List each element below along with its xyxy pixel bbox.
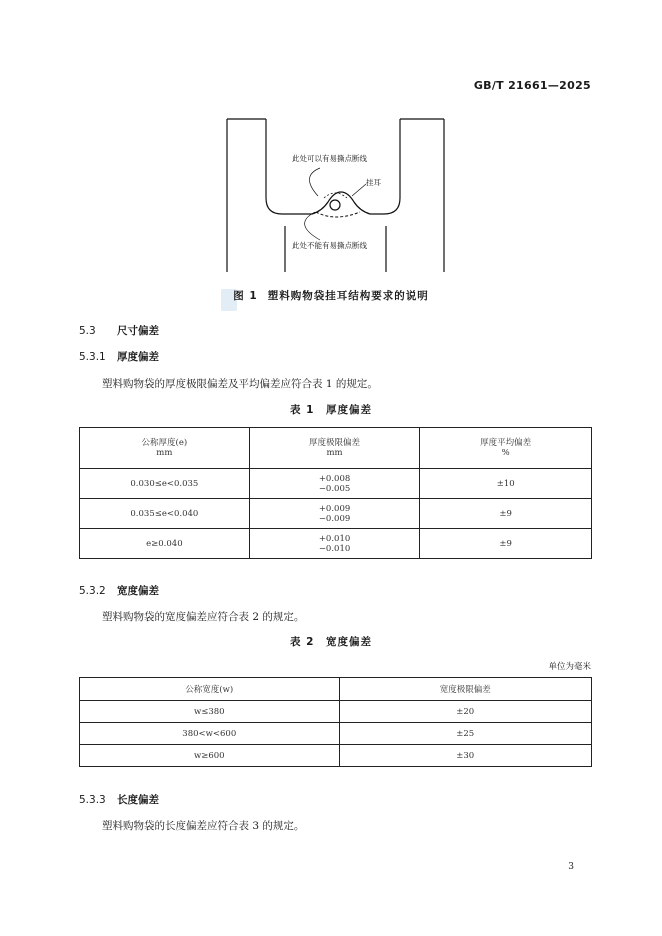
header-cell: 公称厚度(e) mm [80,428,250,469]
leader-bottom [305,212,320,240]
figure-1-diagram [0,0,662,290]
table-cell: 0.035≤e<0.040 [80,499,250,529]
table-row [80,469,592,499]
table-2 [79,677,592,767]
section-number: 5.3.2 [79,585,106,597]
table-cell: 380<w<600 [80,723,340,745]
section-5-3-1-heading [79,349,159,364]
section-title: 长度偏差 [117,794,159,806]
section-title: 厚度偏差 [117,351,159,363]
table-cell: w≤380 [80,701,340,723]
header-cell: 厚度极限偏差 mm [249,428,420,469]
header-cell: 宽度极限偏差 [339,678,591,701]
table-row [80,529,592,559]
table-row [80,745,592,767]
paragraph-5-3-2: 塑料购物袋的宽度偏差应符合表 2 的规定。 [102,611,305,623]
table-cell: +0.009 −0.009 [249,499,420,529]
table-row [80,701,592,723]
table-cell: ±10 [420,469,592,499]
dashed-lower-line [316,212,360,217]
table-header-row [80,428,592,469]
leader-ear [352,184,366,196]
header-cell: 厚度平均偏差 % [420,428,592,469]
table-cell: ±25 [339,723,591,745]
section-5-3-3-heading [79,792,159,807]
table-row [80,499,592,529]
section-number: 5.3.3 [79,794,106,806]
table-cell: +0.008 −0.005 [249,469,420,499]
standard-number: GB/T 21661—2025 [473,79,591,92]
section-5-3-2-heading [79,583,159,598]
header-cell: 公称宽度(w) [80,678,340,701]
section-title: 尺寸偏差 [117,325,159,337]
table-cell: ±20 [339,701,591,723]
table-1 [79,427,592,559]
table-2-title: 表 2 宽度偏差 [290,636,372,648]
table-header-row [80,678,592,701]
figure-1-number: 图 1 [233,290,258,302]
section-5-3-heading [79,323,159,338]
table-2-unit-note: 单位为毫米 [548,662,591,672]
label-ear-text: 挂耳 [366,178,381,187]
label-bottom-text: 此处不能有易撕点断线 [292,241,367,250]
table-row [80,723,592,745]
table-cell: ±9 [420,529,592,559]
figure-1-title: 塑料购物袋挂耳结构要求的说明 [267,290,429,302]
section-title: 宽度偏差 [117,585,159,597]
label-top-text: 此处可以有易撕点断线 [292,154,367,163]
table-1-title: 表 1 厚度偏差 [290,404,372,416]
paragraph-5-3-3: 塑料购物袋的长度偏差应符合表 3 的规定。 [102,820,305,832]
figure-1-caption [0,288,662,303]
ear-hole-circle [330,200,340,210]
table-cell: ±30 [339,745,591,767]
table-cell: ±9 [420,499,592,529]
page-number: 3 [568,862,574,872]
table-cell: e≥0.040 [80,529,250,559]
section-number: 5.3.1 [79,351,106,363]
table-cell: w≥600 [80,745,340,767]
leader-top [309,168,320,196]
section-number: 5.3 [79,325,96,337]
table-cell: +0.010 −0.010 [249,529,420,559]
table-cell: 0.030≤e<0.035 [80,469,250,499]
bag-handle-contour [266,119,400,214]
paragraph-5-3-1: 塑料购物袋的厚度极限偏差及平均偏差应符合表 1 的规定。 [102,378,378,390]
